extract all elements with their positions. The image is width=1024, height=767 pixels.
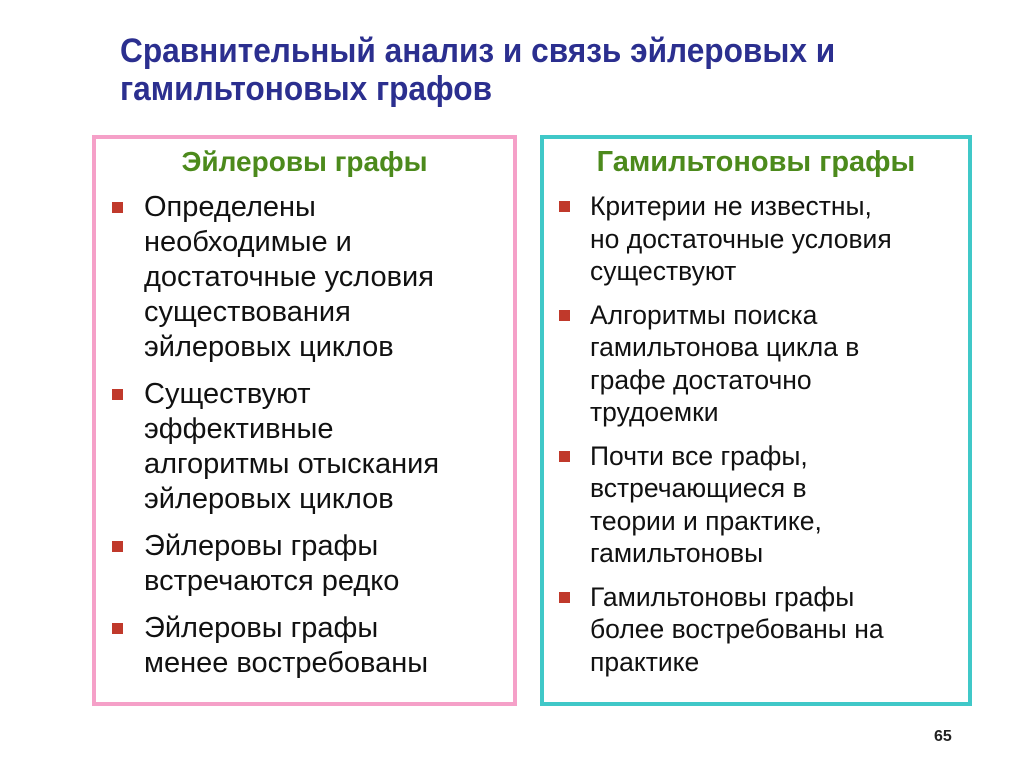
square-bullet-icon xyxy=(559,310,570,321)
list-item-text: Эйлеровы графы менее востребованы xyxy=(144,612,429,679)
square-bullet-icon xyxy=(112,623,123,634)
list-item-text: Определены необходимые и достаточные условия существования эйлеровых циклов xyxy=(144,191,434,363)
euler-graphs-panel xyxy=(92,135,517,706)
square-bullet-icon xyxy=(112,541,123,552)
list-item xyxy=(544,299,968,429)
list-item-text: Почти все графы, встречающиеся в теории и практике, гамильтоновы xyxy=(590,440,822,568)
euler-heading: Эйлеровы графы xyxy=(181,146,428,177)
list-item xyxy=(96,190,513,365)
list-item xyxy=(96,377,513,517)
hamilton-graphs-panel xyxy=(540,135,972,706)
list-item-text: Алгоритмы поиска гамильтонова цикла в графе достаточно трудоемки xyxy=(590,299,860,427)
page-number: 65 xyxy=(934,728,952,745)
list-item xyxy=(96,529,513,599)
list-item xyxy=(544,581,968,679)
list-item xyxy=(544,190,968,288)
square-bullet-icon xyxy=(559,451,570,462)
square-bullet-icon xyxy=(559,201,570,212)
list-item-text: Существуют эффективные алгоритмы отыскания эйлеровых циклов xyxy=(144,378,440,515)
list-item-text: Гамильтоновы графы более востребованы на практике xyxy=(590,581,884,677)
square-bullet-icon xyxy=(559,592,570,603)
hamilton-list xyxy=(544,190,968,678)
euler-list xyxy=(96,190,513,681)
list-item-text: Эйлеровы графы встречаются редко xyxy=(144,530,400,597)
list-item-text: Критерии не известны, но достаточные условия существуют xyxy=(590,191,892,286)
square-bullet-icon xyxy=(112,202,123,213)
list-item xyxy=(544,440,968,570)
list-item xyxy=(96,611,513,681)
slide-title: Сравнительный анализ и связь эйлеровых и гамильтоновых графов xyxy=(120,32,836,108)
hamilton-heading: Гамильтоновы графы xyxy=(596,146,916,178)
square-bullet-icon xyxy=(112,389,123,400)
